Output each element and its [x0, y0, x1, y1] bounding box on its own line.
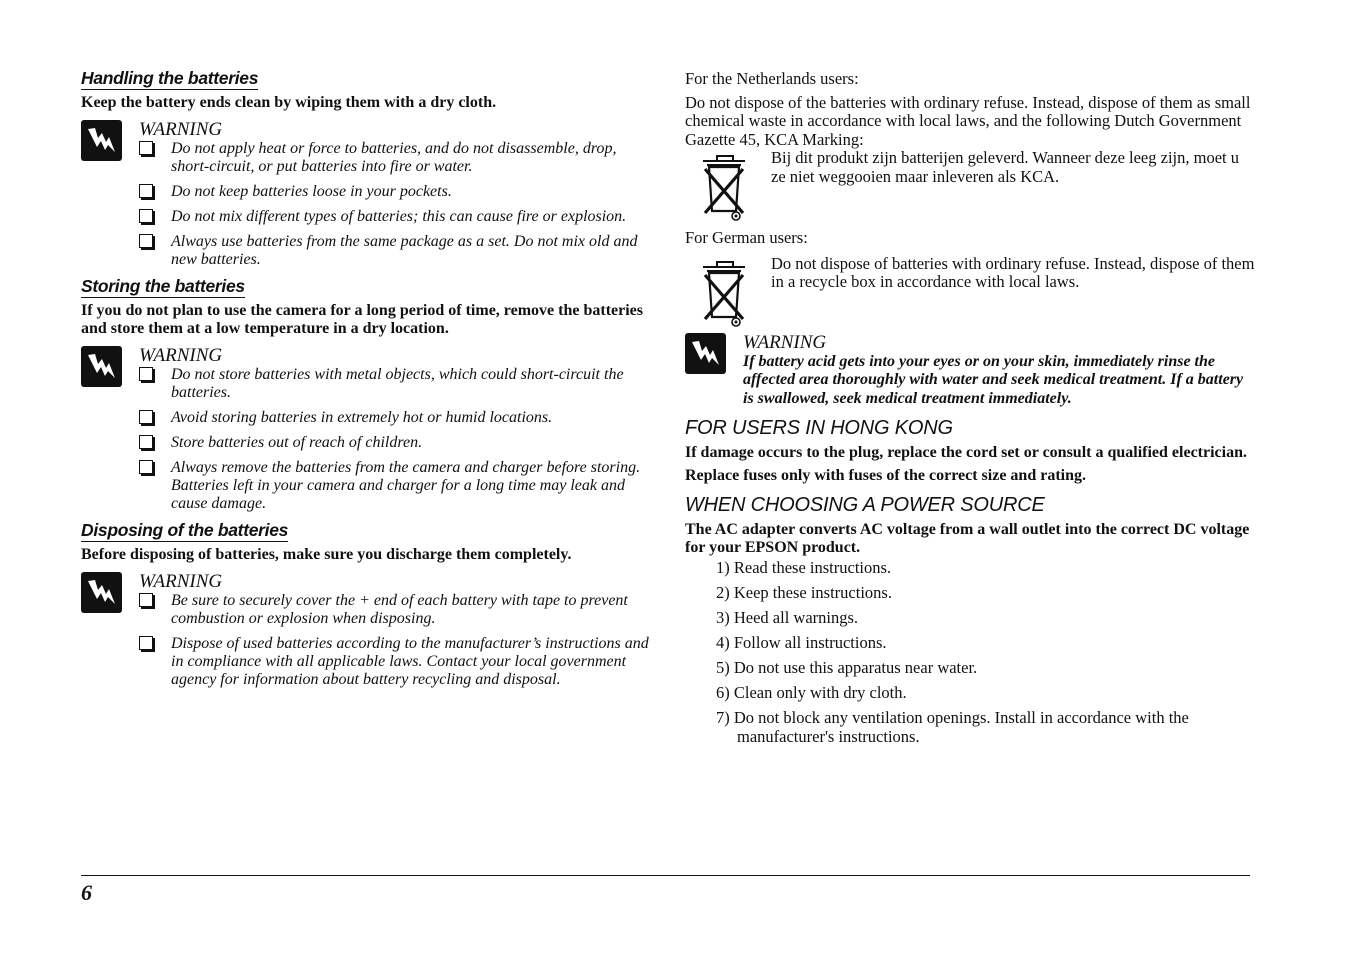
list-item: 3) Heed all warnings.	[716, 608, 859, 627]
lightning-warning-icon	[81, 346, 122, 387]
storing-intro: If you do not plan to use the camera for a long period of time, remove the batteries and store them at a low temperature in a dry location.	[81, 302, 643, 337]
power-source-heading: WHEN CHOOSING A POWER SOURCE	[685, 494, 1045, 516]
disposing-section	[81, 520, 651, 689]
handling-intro: Keep the battery ends clean by wiping them with a dry cloth.	[81, 94, 497, 111]
disposing-intro: Before disposing of batteries, make sure you discharge them completely.	[81, 546, 572, 563]
german-recycle	[685, 255, 1255, 321]
hong-kong-p1: If damage occurs to the plug, replace the cord set or consult a qualified electrician.	[685, 444, 1247, 461]
hong-kong-p2: Replace fuses only with fuses of the correct size and rating.	[685, 467, 1086, 484]
checkbox-bullet-icon	[139, 234, 153, 248]
disposing-warning-list	[139, 592, 651, 689]
lightning-warning-icon	[81, 572, 122, 613]
left-column	[81, 68, 651, 696]
right-column	[685, 68, 1255, 753]
power-source-section	[685, 493, 1255, 746]
warning-title: WARNING	[743, 331, 827, 353]
instruction-list	[716, 559, 1255, 746]
lightning-warning-icon	[81, 120, 122, 161]
checkbox-bullet-icon	[139, 460, 153, 474]
checkbox-bullet-icon	[139, 410, 153, 424]
checkbox-bullet-icon	[139, 209, 153, 223]
storing-warning	[81, 346, 651, 513]
acid-warning	[685, 333, 1255, 409]
storing-heading: Storing the batteries	[81, 276, 245, 296]
warning-title: WARNING	[139, 571, 223, 592]
hong-kong-section	[685, 416, 1255, 485]
hong-kong-heading: FOR USERS IN HONG KONG	[685, 417, 953, 439]
german-label: For German users:	[685, 228, 808, 247]
storing-section	[81, 276, 651, 513]
list-item: Do not keep batteries loose in your pockets.	[139, 183, 651, 201]
german-text: Do not dispose of batteries with ordinary refuse. Instead, dispose of them in a recycle box in accordance with local laws.	[771, 253, 1255, 291]
disposing-warning	[81, 572, 651, 689]
list-item: Always use batteries from the same package as a set. Do not mix old and new batteries.	[139, 233, 651, 269]
handling-heading: Handling the batteries	[81, 68, 259, 88]
list-item: Always remove the batteries from the camera and charger before storing. Batteries left in your camera and charger for a long time may leak and cause damage.	[139, 459, 651, 513]
checkbox-bullet-icon	[139, 593, 153, 607]
list-item: 5) Do not use this apparatus near water.	[716, 658, 978, 677]
storing-warning-list	[139, 366, 651, 513]
netherlands-text: Do not dispose of the batteries with ordinary refuse. Instead, dispose of them as small chemical waste in accordance with local laws, and the following Dutch Government Gazette 45, KCA Marking:	[685, 92, 1251, 149]
list-item: Do not apply heat or force to batteries, and do not disassemble, drop, short-circuit, or put batteries into fire or water.	[139, 140, 651, 176]
list-item: Store batteries out of reach of children.	[139, 434, 651, 452]
warning-title: WARNING	[139, 119, 223, 140]
page-number: 6	[81, 880, 92, 905]
checkbox-bullet-icon	[139, 636, 153, 650]
netherlands-dutch-text: Bij dit produkt zijn batterijen geleverd. Wanneer deze leeg zijn, moet u ze niet weggooien maar inleveren als KCA.	[771, 148, 1239, 186]
list-item: 4) Follow all instructions.	[716, 633, 887, 652]
checkbox-bullet-icon	[139, 367, 153, 381]
handling-warning-list	[139, 140, 651, 269]
list-item: 1) Read these instructions.	[716, 558, 892, 577]
crossed-out-bin-icon	[699, 259, 751, 327]
list-item: Avoid storing batteries in extremely hot or humid locations.	[139, 409, 651, 427]
disposing-heading: Disposing of the batteries	[81, 520, 289, 540]
list-item: Be sure to securely cover the + end of each battery with tape to prevent combustion or explosion when disposing.	[139, 592, 651, 628]
list-item: Dispose of used batteries according to the manufacturer’s instructions and in compliance with all applicable laws. Contact your local government agency for information about battery recycling and disposal.	[139, 635, 651, 689]
power-source-intro: The AC adapter converts AC voltage from a wall outlet into the correct DC voltage for your EPSON product.	[685, 521, 1250, 556]
kca-marking	[685, 149, 1255, 215]
checkbox-bullet-icon	[139, 184, 153, 198]
handling-section	[81, 68, 651, 269]
list-item: 6) Clean only with dry cloth.	[716, 683, 907, 702]
checkbox-bullet-icon	[139, 435, 153, 449]
warning-title: WARNING	[139, 345, 223, 366]
checkbox-bullet-icon	[139, 141, 153, 155]
lightning-warning-icon	[685, 333, 726, 374]
footer-rule	[81, 875, 1250, 876]
acid-warning-text: If battery acid gets into your eyes or on your skin, immediately rinse the affected area thoroughly with water and seek medical treatment. If a battery is swallowed, seek medical treatment immediately.	[743, 352, 1244, 407]
german-section	[685, 229, 1255, 321]
list-item: Do not mix different types of batteries; this can cause fire or explosion.	[139, 208, 651, 226]
netherlands-label: For the Netherlands users:	[685, 69, 859, 88]
handling-warning	[81, 120, 651, 269]
list-item: 2) Keep these instructions.	[716, 583, 892, 602]
netherlands-section	[685, 70, 1255, 215]
crossed-out-bin-icon	[699, 153, 751, 221]
list-item: 7) Do not block any ventilation openings. Install in accordance with the manufacturer's instructions.	[716, 708, 1189, 746]
list-item: Do not store batteries with metal objects, which could short-circuit the batteries.	[139, 366, 651, 402]
